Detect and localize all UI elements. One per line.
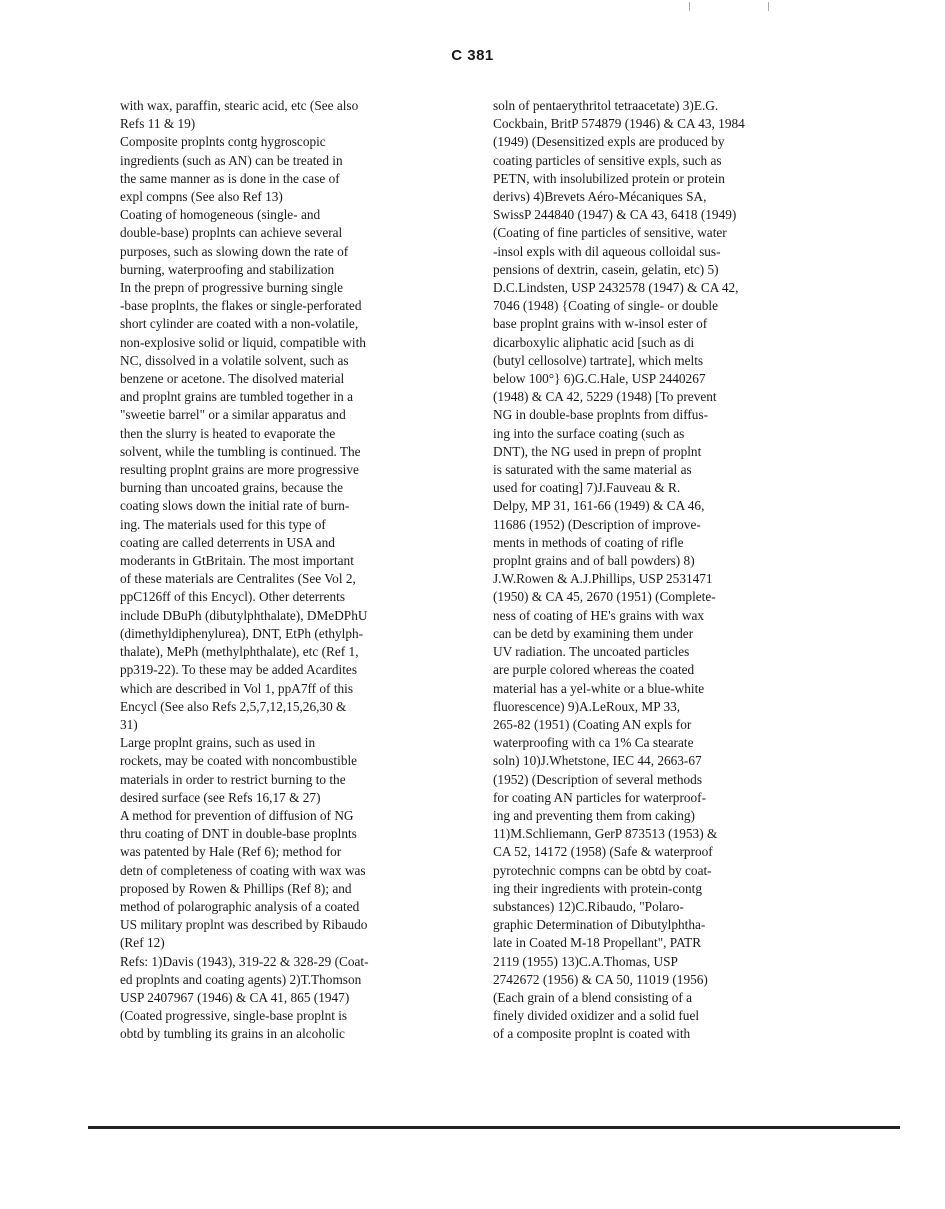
text-line: obtd by tumbling its grains in an alcoholic [120, 1026, 345, 1042]
text-line: benzene or acetone. The disolved material [120, 371, 345, 387]
text-line: ingredients (such as AN) can be treated in [120, 152, 343, 168]
text-line: SwissP 244840 (1947) & CA 43, 6418 (1949) [493, 207, 737, 223]
text-line: (Coated progressive, single-base proplnt is [120, 1008, 348, 1024]
text-line: coating slows down the initial rate of burn- [120, 498, 350, 514]
text-line: ppC126ff of this Encycl). Other deterrents [120, 589, 346, 605]
text-line: coating particles of sensitive expls, such as [493, 152, 722, 168]
text-line: (dimethyldiphenylurea), DNT, EtPh (ethylph- [120, 625, 364, 641]
text-line: waterproofing with ca 1% Ca stearate [493, 735, 694, 751]
text-line: J.W.Rowen & A.J.Phillips, USP 2531471 [493, 571, 713, 587]
text-line: DNT), the NG used in prepn of proplnt [493, 443, 702, 459]
text-line: 2119 (1955) 13)C.A.Thomas, USP [493, 953, 678, 969]
text-line: NC, dissolved in a volatile solvent, such as [120, 352, 349, 368]
bottom-rule [88, 1126, 900, 1129]
text-line: NG in double-base proplnts from diffus- [493, 407, 709, 423]
text-line: 11)M.Schliemann, GerP 873513 (1953) & [493, 826, 718, 842]
text-line: materials in order to restrict burning to the [120, 771, 346, 787]
text-line: ing and preventing them from caking) [493, 807, 695, 823]
text-line: solvent, while the tumbling is continued. The [120, 443, 361, 459]
text-line: pyrotechnic compns can be obtd by coat- [493, 862, 712, 878]
text-line: 7046 (1948) {Coating of single- or double [493, 298, 719, 314]
text-line: Encycl (See also Refs 2,5,7,12,15,26,30 & [120, 698, 347, 714]
text-line: double-base) proplnts can achieve several [120, 225, 343, 241]
text-line: ments in methods of coating of rifle [493, 534, 684, 550]
text-line: ing into the surface coating (such as [493, 425, 685, 441]
text-line: thru coating of DNT in double-base proplnts [120, 826, 357, 842]
text-line: ing. The materials used for this type of [120, 516, 326, 532]
text-line: soln of pentaerythritol tetraacetate) 3)E.G. [493, 98, 719, 113]
text-line: non-explosive solid or liquid, compatible with [120, 334, 366, 350]
text-line: dicarboxylic aliphatic acid [such as di [493, 334, 695, 350]
text-line: late in Coated M-18 Propellant", PATR [493, 935, 702, 951]
text-line: ness of coating of HE's grains with wax [493, 607, 705, 623]
text-line: thalate), MePh (methylphthalate), etc (Ref 1, [120, 644, 359, 660]
text-line: In the prepn of progressive burning single [120, 280, 344, 296]
text-line: which are described in Vol 1, ppA7ff of this [120, 680, 354, 696]
text-line: substances) 12)C.Ribaudo, "Polaro- [493, 898, 684, 914]
text-line: burning, waterproofing and stabilization [120, 261, 335, 277]
text-line: (1950) & CA 45, 2670 (1951) (Complete- [493, 589, 716, 605]
text-line: are purple colored whereas the coated [493, 662, 695, 678]
text-line: (Coating of fine particles of sensitive, water [493, 225, 727, 241]
text-line: of a composite proplnt is coated with [493, 1026, 691, 1042]
text-line: the same manner as is done in the case of [120, 170, 340, 186]
text-line: PETN, with insolubilized protein or protein [493, 170, 725, 186]
text-line: Composite proplnts contg hygroscopic [120, 134, 326, 150]
text-line: "sweetie barrel" or a similar apparatus and [120, 407, 346, 423]
text-line: purposes, such as slowing down the rate of [120, 243, 349, 259]
text-line: (butyl cellosolve) tartrate], which melts [493, 352, 704, 368]
text-line: D.C.Lindsten, USP 2432578 (1947) & CA 42, [493, 280, 739, 296]
text-line: was patented by Hale (Ref 6); method for [120, 844, 342, 860]
text-line: US military proplnt was described by Ribaudo [120, 917, 368, 933]
text-line: ing their ingredients with protein-contg [493, 880, 703, 896]
page-number: C 381 [451, 47, 494, 64]
text-line: graphic Determination of Dibutylphtha- [493, 917, 706, 933]
text-line: material has a yel-white or a blue-white [493, 680, 705, 696]
text-line: finely divided oxidizer and a solid fuel [493, 1008, 700, 1024]
text-line: -insol expls with dil aqueous colloidal sus- [493, 243, 721, 259]
text-line: USP 2407967 (1946) & CA 41, 865 (1947) [120, 989, 350, 1005]
text-line: used for coating] 7)J.Fauveau & R. [493, 480, 681, 496]
text-line: include DBuPh (dibutylphthalate), DMeDPhU [120, 607, 368, 623]
left-column [120, 97, 438, 1044]
text-line: Large proplnt grains, such as used in [120, 735, 316, 751]
text-line: below 100°} 6)G.C.Hale, USP 2440267 [493, 371, 706, 387]
scan-mark [689, 2, 690, 11]
text-line: Cockbain, BritP 574879 (1946) & CA 43, 1984 [493, 116, 745, 132]
text-line: Refs 11 & 19) [120, 116, 196, 132]
text-line: can be detd by examining them under [493, 625, 694, 641]
text-line: with wax, paraffin, stearic acid, etc (See also [120, 98, 359, 113]
text-line: (1949) (Desensitized expls are produced by [493, 134, 725, 150]
text-line: fluorescence) 9)A.LeRoux, MP 33, [493, 698, 681, 714]
text-line: Delpy, MP 31, 161-66 (1949) & CA 46, [493, 498, 705, 514]
text-line: CA 52, 14172 (1958) (Safe & waterproof [493, 844, 713, 860]
text-line: Coating of homogeneous (single- and [120, 207, 321, 223]
text-line: derivs) 4)Brevets Aéro-Mécaniques SA, [493, 189, 707, 205]
text-line: (1952) (Description of several methods [493, 771, 702, 787]
text-line: detn of completeness of coating with wax was [120, 862, 366, 878]
text-line: coating are called deterrents in USA and [120, 534, 335, 550]
right-column [493, 97, 815, 1044]
text-line: proplnt grains and of ball powders) 8) [493, 553, 695, 569]
text-line: UV radiation. The uncoated particles [493, 644, 690, 660]
text-line: Refs: 1)Davis (1943), 319-22 & 328-29 (Coat- [120, 953, 369, 969]
text-line: is saturated with the same material as [493, 462, 692, 478]
text-line: 2742672 (1956) & CA 50, 11019 (1956) [493, 971, 708, 987]
text-line: burning than uncoated grains, because the [120, 480, 344, 496]
text-line: moderants in GtBritain. The most important [120, 553, 354, 569]
text-line: base proplnt grains with w-insol ester of [493, 316, 708, 332]
text-line: and proplnt grains are tumbled together in a [120, 389, 353, 405]
text-line: 11686 (1952) (Description of improve- [493, 516, 701, 532]
text-line: (Each grain of a blend consisting of a [493, 989, 693, 1005]
text-line: (1948) & CA 42, 5229 (1948) [To prevent [493, 389, 717, 405]
text-line: of these materials are Centralites (See Vol 2, [120, 571, 356, 587]
text-line: -base proplnts, the flakes or single-perforated [120, 298, 362, 314]
scan-mark [768, 2, 769, 11]
text-line: resulting proplnt grains are more progressive [120, 462, 359, 478]
text-line: method of polarographic analysis of a coated [120, 898, 360, 914]
text-line: A method for prevention of diffusion of NG [120, 807, 354, 823]
text-line: 31) [120, 716, 138, 732]
text-line: pensions of dextrin, casein, gelatin, etc) 5) [493, 261, 719, 277]
text-line: rockets, may be coated with noncombustible [120, 753, 358, 769]
text-line: expl compns (See also Ref 13) [120, 189, 283, 205]
text-line: short cylinder are coated with a non-volatile, [120, 316, 359, 332]
text-line: soln) 10)J.Whetstone, IEC 44, 2663-67 [493, 753, 702, 769]
text-line: ed proplnts and coating agents) 2)T.Thomson [120, 971, 362, 987]
text-line: 265-82 (1951) (Coating AN expls for [493, 716, 692, 732]
text-line: then the slurry is heated to evaporate the [120, 425, 336, 441]
text-line: pp319-22). To these may be added Acardites [120, 662, 357, 678]
text-line: for coating AN particles for waterproof- [493, 789, 707, 805]
text-line: (Ref 12) [120, 935, 165, 951]
text-line: desired surface (see Refs 16,17 & 27) [120, 789, 321, 805]
text-line: proposed by Rowen & Phillips (Ref 8); and [120, 880, 352, 896]
